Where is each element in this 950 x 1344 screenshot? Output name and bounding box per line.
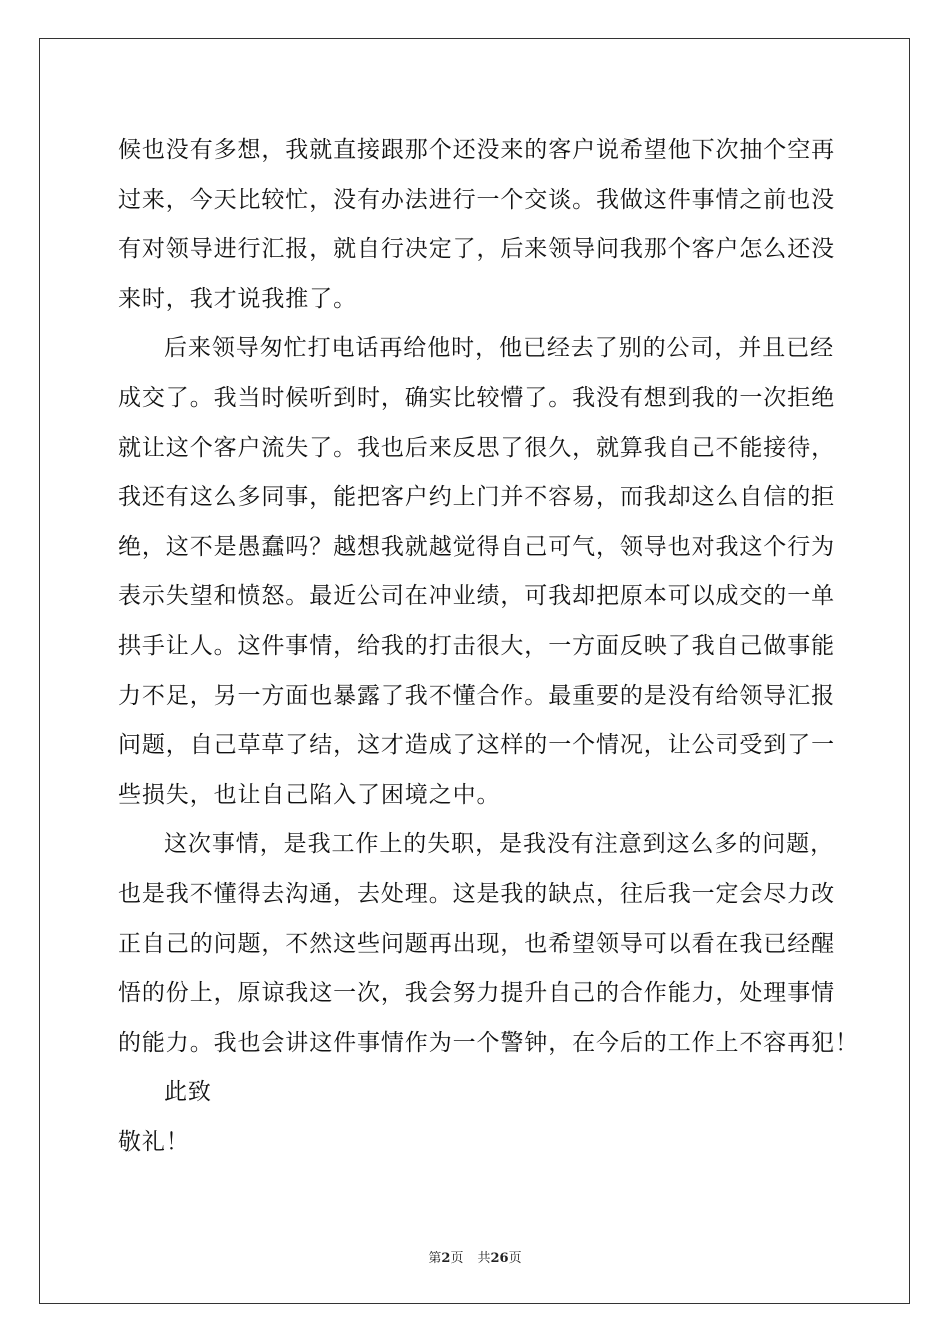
- text-line: 正自己的问题，不然这些问题再出现，也希望领导可以看在我已经醒: [118, 930, 835, 957]
- text-line: 成交了。我当时候听到时，确实比较懵了。我没有想到我的一次拒绝: [118, 384, 835, 411]
- text-line: 敬礼！: [118, 1128, 190, 1155]
- text-line: 有对领导进行汇报，就自行决定了，后来领导问我那个客户怎么还没: [118, 236, 835, 263]
- document-body: [118, 126, 859, 1167]
- total-prefix: 共: [477, 1251, 491, 1266]
- text-line: 问题，自己草草了结，这才造成了这样的一个情况，让公司受到了一: [118, 732, 835, 759]
- paragraph: [118, 126, 834, 324]
- text-line: 的能力。我也会讲这件事情作为一个警钟，在今后的工作上不容再犯！: [118, 1029, 859, 1056]
- paragraph: [118, 1068, 834, 1118]
- paragraph: [118, 820, 859, 1068]
- page-suffix: 页: [450, 1251, 464, 1266]
- text-line: 来时，我才说我推了。: [118, 285, 357, 312]
- text-line: 些损失，也让自己陷入了困境之中。: [118, 781, 501, 808]
- paragraph: [118, 324, 834, 820]
- text-line: 此致: [164, 1079, 212, 1106]
- paragraph: [118, 1118, 834, 1168]
- text-line: 拱手让人。这件事情，给我的打击很大，一方面反映了我自己做事能: [118, 632, 835, 659]
- text-line: 就让这个客户流失了。我也后来反思了很久，就算我自己不能接待，: [118, 434, 835, 461]
- text-line: 表示失望和愤怒。最近公司在冲业绩，可我却把原本可以成交的一单: [118, 583, 835, 610]
- text-line: 我还有这么多同事，能把客户约上门并不容易，而我却这么自信的拒: [118, 484, 835, 511]
- text-line: 这次事情，是我工作上的失职，是我没有注意到这么多的问题，: [164, 831, 834, 858]
- total-pages: 26: [490, 1251, 509, 1266]
- text-line: 力不足，另一方面也暴露了我不懂合作。最重要的是没有给领导汇报: [118, 682, 835, 709]
- text-line: 后来领导匆忙打电话再给他时，他已经去了别的公司，并且已经: [164, 335, 834, 362]
- text-line: 也是我不懂得去沟通，去处理。这是我的缺点，往后我一定会尽力改: [118, 880, 835, 907]
- page-prefix: 第: [428, 1251, 442, 1266]
- text-line: 过来，今天比较忙，没有办法进行一个交谈。我做这件事情之前也没: [118, 186, 835, 213]
- text-line: 候也没有多想，我就直接跟那个还没来的客户说希望他下次抽个空再: [118, 137, 835, 163]
- text-line: 绝，这不是愚蠢吗？越想我就越觉得自己可气，领导也对我这个行为: [118, 533, 835, 560]
- text-line: 悟的份上，原谅我这一次，我会努力提升自己的合作能力，处理事情: [118, 980, 835, 1007]
- page-number: 2: [441, 1251, 451, 1266]
- total-suffix: 页: [508, 1251, 522, 1266]
- page-footer: [0, 1247, 950, 1266]
